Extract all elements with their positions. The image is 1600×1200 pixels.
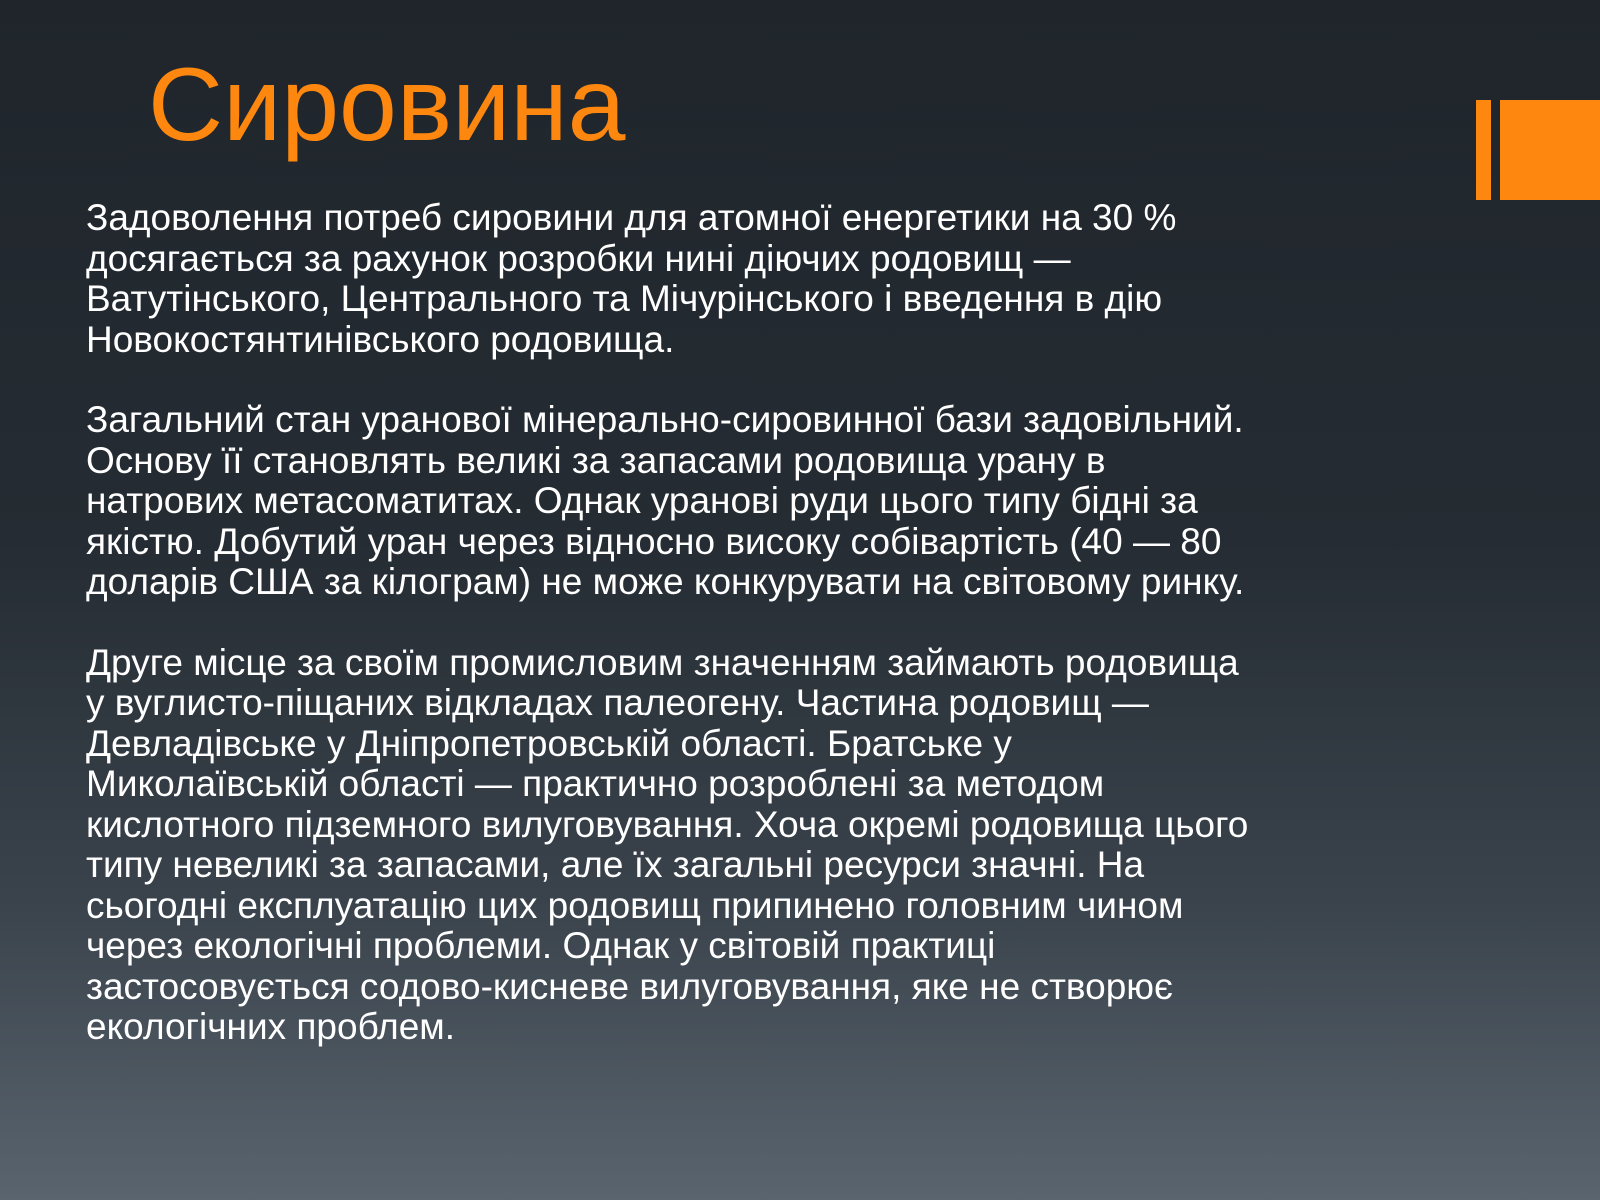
text-line: типу невеликі за запасами, але їх загальні ресурси значні. На (86, 844, 1145, 885)
text-line: натрових метасоматитах. Однак уранові руди цього типу бідні за (86, 480, 1198, 521)
text-line: застосовується содово-кисневе вилуговування, яке не створює (86, 965, 1173, 1007)
text-line: Девладівське у Дніпропетровській області. Братське у (86, 722, 1012, 764)
text-line: Ватутінського, Центрального та Мічурінського і введення в дію (86, 278, 1163, 319)
paragraph-1 (86, 198, 1426, 360)
text-line: Загальний стан уранової мінерально-сировинної бази задовільний. (86, 399, 1244, 440)
paragraph-2 (86, 400, 1426, 603)
accent-bar-block (1500, 100, 1600, 200)
text-line: через екологічні проблеми. Однак у світовій практиці (86, 925, 996, 966)
text-line: Задоволення потреб сировини для атомної енергетики на 30 % (86, 197, 1177, 238)
text-line: Миколаївській області — практично розроблені за методом (86, 763, 1105, 804)
text-line: сьогодні експлуатацію цих родовищ припинено головним чином (86, 884, 1184, 926)
paragraph-3 (86, 643, 1426, 1048)
text-line: екологічних проблем. (86, 1006, 456, 1047)
text-line: досягається за рахунок розробки нині діючих родовищ — (86, 237, 1071, 279)
slide-title: Сировина (148, 47, 626, 163)
accent-bar-thin (1476, 100, 1491, 200)
slide-body (86, 198, 1426, 1088)
text-line: Новокостянтинівського родовища. (86, 318, 675, 360)
text-line: якістю. Добутий уран через відносно високу собівартість (40 — 80 (86, 520, 1222, 562)
text-line: Основу її становлять великі за запасами родовища урану в (86, 439, 1106, 481)
text-line: у вуглисто-піщаних відкладах палеогену. Частина родовищ — (86, 682, 1149, 723)
text-line: кислотного підземного вилуговування. Хоча окремі родовища цього (86, 803, 1249, 845)
text-line: Друге місце за своїм промисловим значенням займають родовища (86, 641, 1239, 683)
text-line: доларів США за кілограм) не може конкурувати на світовому ринку. (86, 561, 1245, 602)
